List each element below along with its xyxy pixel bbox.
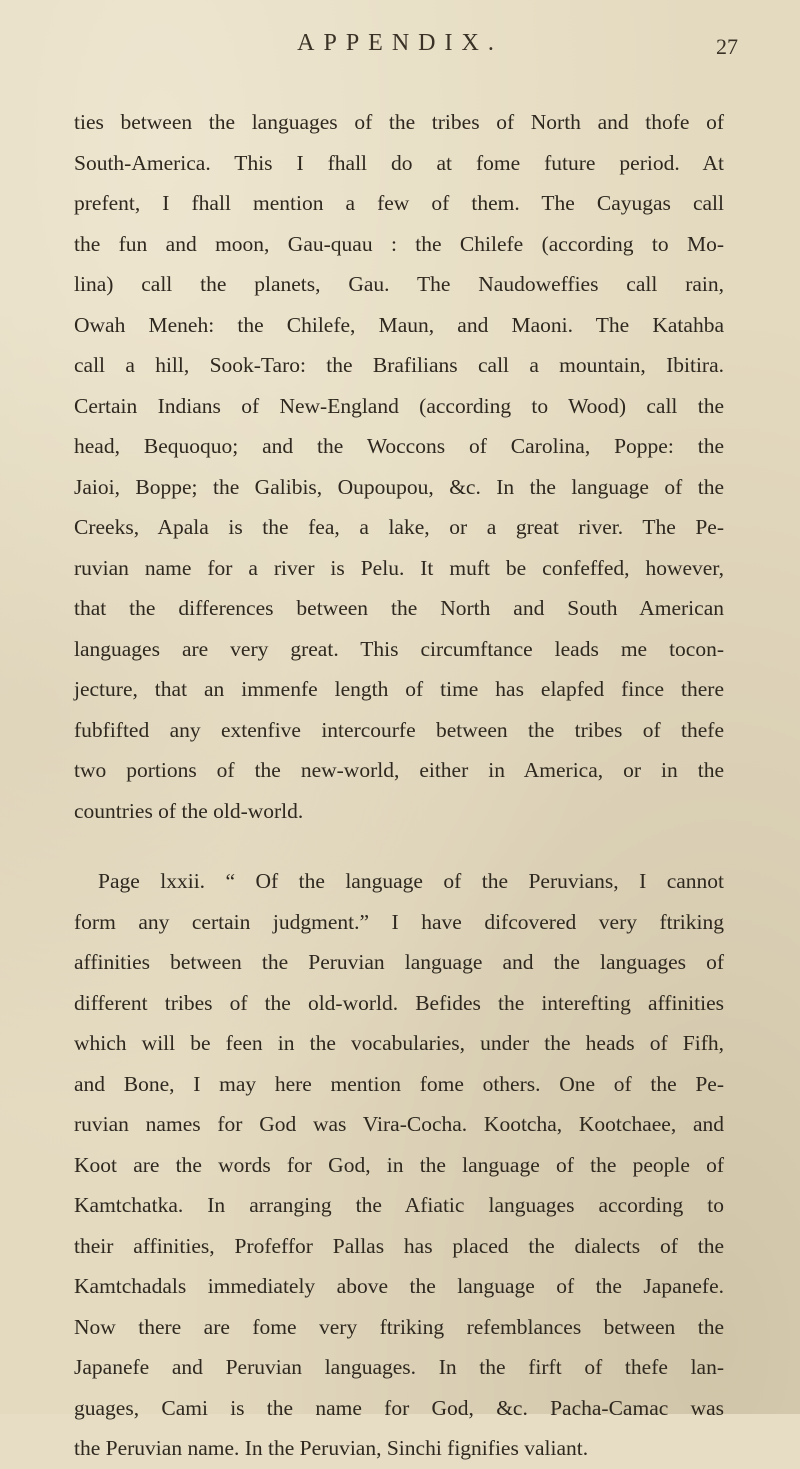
page-header — [0, 30, 800, 70]
paragraph-gap — [74, 831, 724, 861]
text-line: Certain Indians of New-England (according to Wood) call the — [74, 393, 724, 418]
text-line: lina) call the planets, Gau. The Naudoweffies call rain, — [74, 272, 724, 296]
text-line: and Bone, I may here mention fome others. One of the Pe- — [74, 1071, 724, 1096]
text-line: Owah Meneh: the Chilefe, Maun, and Maoni. The Katahba — [74, 312, 724, 337]
text-line: Page lxxii. “ Of the language of the Peruvians, I cannot — [98, 869, 724, 893]
text-line: form any certain judgment.” I have difcovered very ftriking — [74, 909, 724, 934]
paragraph-2 — [74, 861, 724, 1469]
text-line: two portions of the new-world, either in America, or in the — [74, 758, 724, 782]
text-line: the Peruvian name. In the Peruvian, Sinchi fignifies valiant. — [74, 1436, 589, 1460]
text-line: affinities between the Peruvian language and the languages of — [74, 950, 724, 974]
text-line: Kamtchatka. In arranging the Afiatic languages according to — [74, 1193, 724, 1217]
text-line: that the differences between the North and South American — [74, 596, 724, 620]
text-line: ruvian names for God was Vira-Cocha. Kootcha, Kootchaee, and — [74, 1112, 724, 1136]
text-line: Now there are fome very ftriking refemblances between the — [74, 1314, 724, 1339]
text-line: guages, Cami is the name for God, &c. Pacha-Camac was — [74, 1395, 724, 1420]
text-line: Creeks, Apala is the fea, a lake, or a great river. The Pe- — [74, 515, 724, 539]
text-line: Japanefe and Peruvian languages. In the firft of thefe lan- — [74, 1355, 724, 1379]
page-number: 27 — [716, 34, 738, 59]
text-line: head, Bequoquo; and the Woccons of Carolina, Poppe: the — [74, 434, 724, 458]
text-line: their affinities, Profeffor Pallas has placed the dialects of the — [74, 1233, 724, 1258]
text-line: ruvian name for a river is Pelu. It muft be confeffed, however, — [74, 555, 724, 580]
text-line: languages are very great. This circumftance leads me tocon- — [74, 636, 724, 661]
running-head: APPENDIX. — [297, 30, 503, 56]
text-line: call a hill, Sook-Taro: the Brafilians call a mountain, Ibitira. — [74, 353, 724, 377]
text-line: Koot are the words for God, in the language of the people of — [74, 1152, 724, 1177]
body-text — [74, 102, 724, 1469]
text-line: South-America. This I fhall do at fome future period. At — [74, 150, 724, 175]
text-line: countries of the old-world. — [74, 798, 304, 823]
paragraph-1 — [74, 102, 724, 831]
text-line: Jaioi, Boppe; the Galibis, Oupoupou, &c. In the language of the — [74, 474, 724, 499]
text-line: fubfifted any extenfive intercourfe between the tribes of thefe — [74, 717, 724, 742]
text-line: the fun and moon, Gau-quau : the Chilefe (according to Mo- — [74, 231, 724, 256]
text-line: Kamtchadals immediately above the language of the Japanefe. — [74, 1274, 724, 1298]
text-line: ties between the languages of the tribes of North and thofe of — [74, 110, 724, 134]
text-line: which will be feen in the vocabularies, under the heads of Fifh, — [74, 1031, 724, 1055]
text-line: jecture, that an immenfe length of time has elapfed fince there — [74, 677, 724, 701]
text-line: prefent, I fhall mention a few of them. The Cayugas call — [74, 191, 724, 215]
text-line: different tribes of the old-world. Befides the interefting affinities — [74, 990, 724, 1015]
